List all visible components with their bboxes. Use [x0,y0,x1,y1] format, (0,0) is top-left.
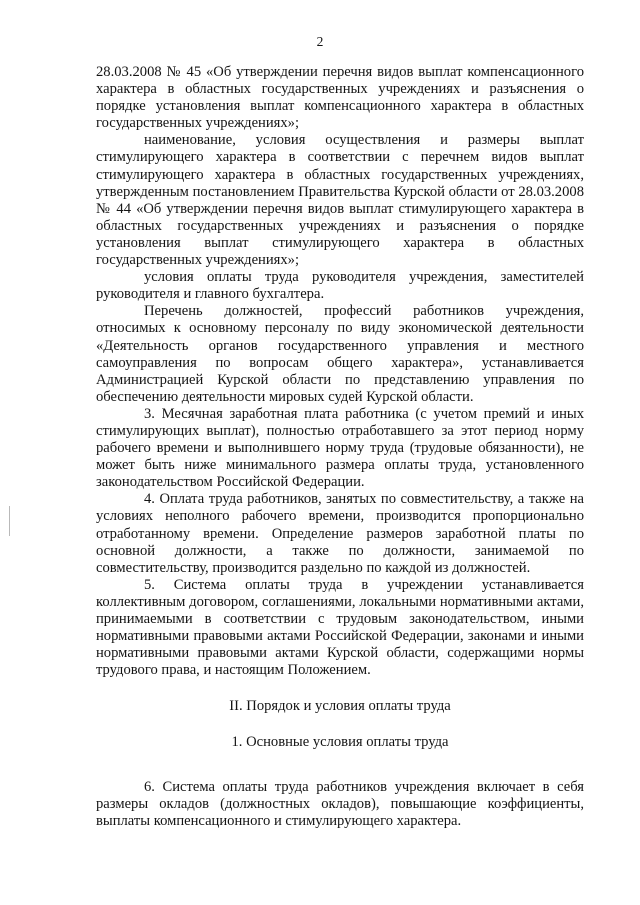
paragraph-item-5-pay-system: 5. Система оплаты труда в учреждении устанавливается коллективным договором, соглашениями, локальными нормативными актами, принимаемыми в соответствии с трудовым законодательством, иными нормативными правовыми актами Российской Федерации, законами и иными нормативными правовыми актами Курской области, содержащими нормы трудового права, и настоящим Положением. [96,576,584,679]
section-heading: II. Порядок и условия оплаты труда [229,698,451,715]
paragraph-item-4-part-time: 4. Оплата труда работников, занятых по совместительству, а также на условиях неполного рабочего времени, производится пропорционально отработанному времени. Определение размеров заработной платы по основной должности, а также по должности, занимаемой по совместительству, производится раздельно по каждой из должностей. [96,491,584,576]
margin-scan-mark [9,506,10,536]
page-number: 2 [316,34,324,49]
document-body [96,64,584,830]
paragraph-compensation-order: 28.03.2008 № 45 «Об утверждении перечня видов выплат компенсационного характера в областных государственных учреждениях и разъяснения о порядке установления выплат компенсационного характера в областных государственных учреждениях»; [96,64,584,132]
paragraph-management-pay-conditions: условия оплаты труда руководителя учреждения, заместителей руководителя и главного бухгалтера. [96,269,584,303]
paragraph-item-3-minimum-wage: 3. Месячная заработная плата работника (с учетом премий и иных стимулирующих выплат), полностью отработавшего за этот период норму рабочего времени и выполнившего норму труда (трудовые обязанности), не может быть ниже минимального размера оплаты труда, установленного законодательством Российской Федерации. [96,405,584,491]
paragraph-core-staff-list: Перечень должностей, профессий работников учреждения, относимых к основному персоналу по виду экономической деятельности «Деятельность органов государственного управления и местного самоуправления по вопросам общего характера», устанавливается Администрацией Курской области по представлению управления по обеспечению деятельности мировых судей Курской области. [96,303,584,405]
paragraph-item-6-pay-components: 6. Система оплаты труда работников учреждения включает в себя размеры окладов (должностных окладов), повышающие коэффициенты, выплаты компенсационного и стимулирующего характера. [96,778,584,829]
paragraph-stimulating-payments: наименование, условия осуществления и размеры выплат стимулирующего характера в соответствии с перечнем видов выплат стимулирующего характера в областных государственных учреждениях, утвержденным постановлением Правительства Курской области от 28.03.2008 № 44 «Об утверждении перечня видов выплат стимулирующего характера в областных государственных учреждениях и разъяснения о порядке установления выплат стимулирующего характера в областных государственных учреждениях»; [96,132,584,269]
subsection-heading: 1. Основные условия оплаты труда [231,734,449,751]
